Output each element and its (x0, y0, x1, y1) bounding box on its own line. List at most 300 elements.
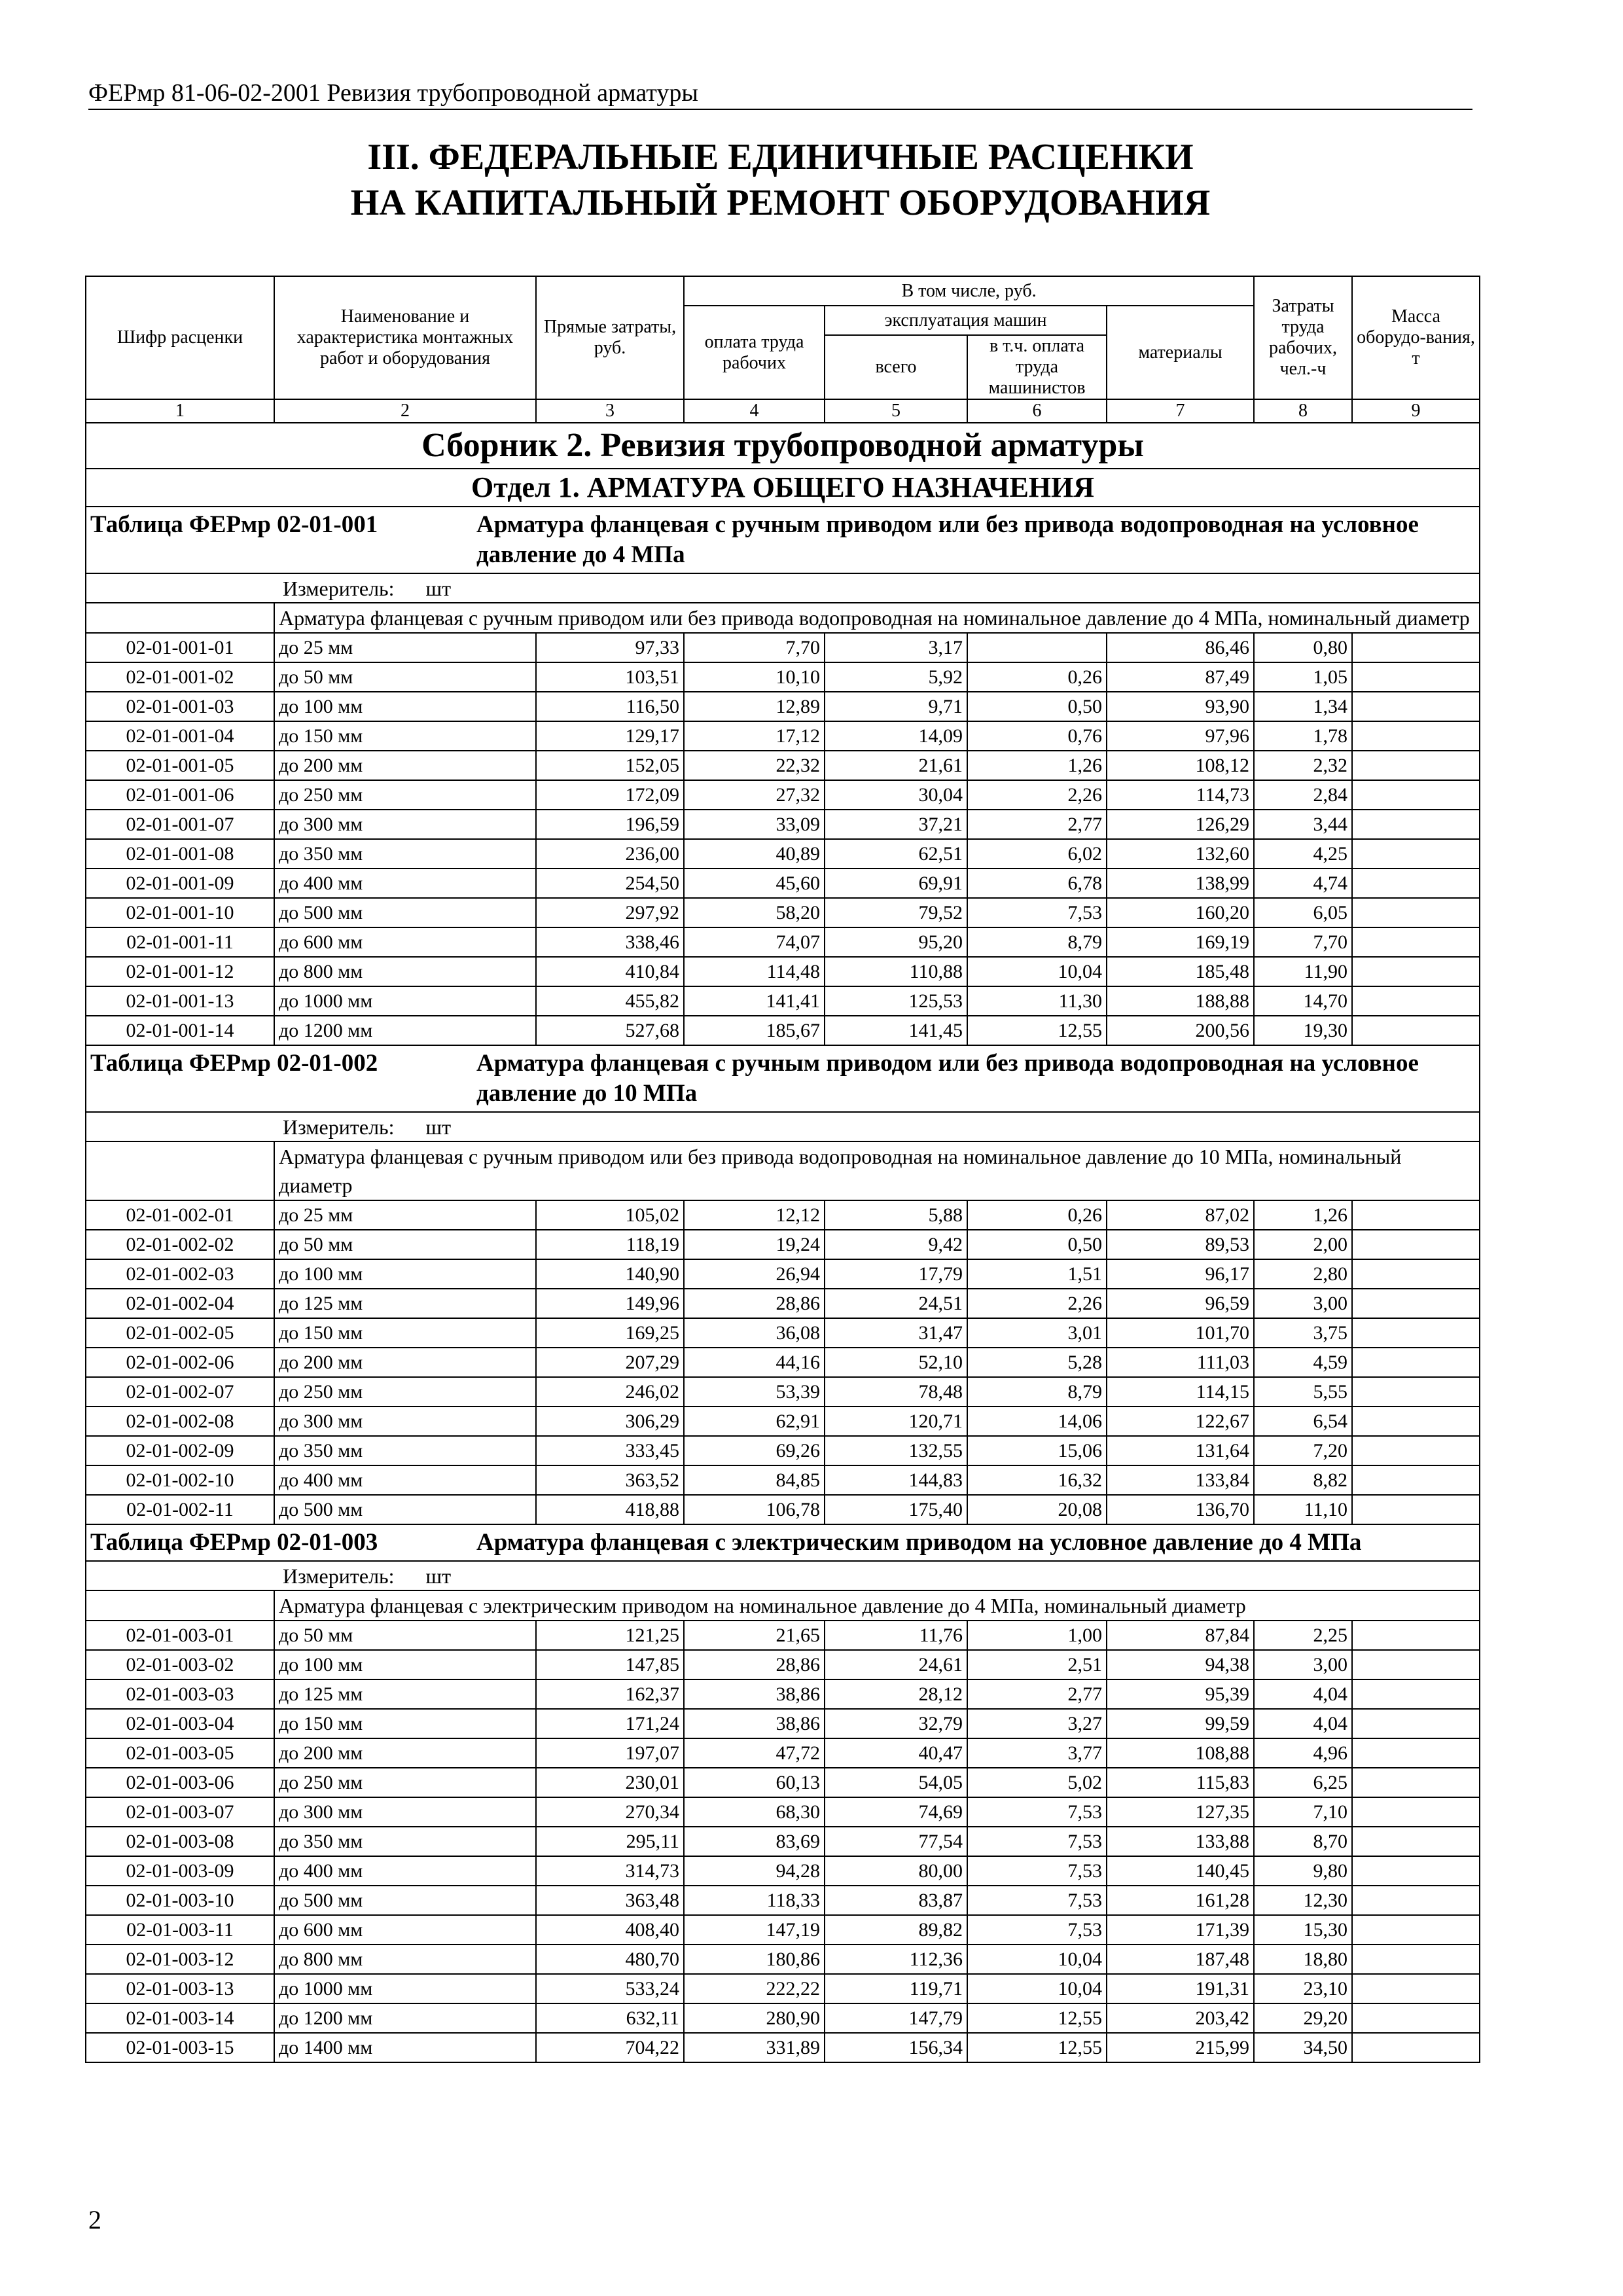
table-cell: 15,30 (1254, 1915, 1352, 1945)
col-materials-header: материалы (1107, 306, 1254, 399)
table-cell: 86,46 (1107, 633, 1254, 662)
table-cell: 129,17 (536, 721, 684, 751)
description-row (86, 603, 1480, 633)
table-cell: 02-01-001-11 (86, 927, 274, 957)
table-cell: 126,29 (1107, 810, 1254, 839)
rates-table (85, 276, 1480, 2063)
table-cell: 02-01-003-13 (86, 1974, 274, 2003)
table-cell (1352, 1827, 1480, 1856)
table-row (86, 1679, 1480, 1709)
column-number: 4 (684, 399, 825, 423)
table-cell: 19,30 (1254, 1016, 1352, 1045)
table-cell: 133,84 (1107, 1465, 1254, 1495)
table-name: Арматура фланцевая с ручным приводом или без привода водопроводная на условное давление до 10 МПа (476, 1050, 1419, 1107)
table-row (86, 1318, 1480, 1348)
table-cell: до 50 мм (274, 1621, 536, 1650)
table-cell (1352, 1621, 1480, 1650)
table-cell: 02-01-001-13 (86, 986, 274, 1016)
table-row (86, 1377, 1480, 1407)
table-cell: 02-01-002-10 (86, 1465, 274, 1495)
table-cell: до 100 мм (274, 692, 536, 721)
table-cell: 2,77 (967, 1679, 1107, 1709)
table-cell: 12,55 (967, 2033, 1107, 2062)
table-cell (1352, 1289, 1480, 1318)
table-cell: 74,07 (684, 927, 825, 957)
table-cell: 2,80 (1254, 1259, 1352, 1289)
table-cell: 02-01-001-03 (86, 692, 274, 721)
col-code-header: Шифр расценки (86, 276, 274, 399)
table-cell: 02-01-003-06 (86, 1768, 274, 1797)
table-row (86, 1495, 1480, 1524)
table-cell (967, 633, 1107, 662)
table-cell (1352, 1650, 1480, 1679)
table-cell: 26,94 (684, 1259, 825, 1289)
table-cell: 5,92 (825, 662, 967, 692)
table-cell: 87,84 (1107, 1621, 1254, 1650)
column-number: 9 (1352, 399, 1480, 423)
table-cell (1352, 633, 1480, 662)
table-cell: до 250 мм (274, 780, 536, 810)
table-cell: 188,88 (1107, 986, 1254, 1016)
table-cell: 147,85 (536, 1650, 684, 1679)
table-cell: 95,20 (825, 927, 967, 957)
table-cell: 106,78 (684, 1495, 825, 1524)
table-cell: 333,45 (536, 1436, 684, 1465)
table-cell (1352, 1856, 1480, 1886)
table-cell: 200,56 (1107, 1016, 1254, 1045)
table-cell (1352, 1230, 1480, 1259)
table-cell: 28,12 (825, 1679, 967, 1709)
table-description: Арматура фланцевая с ручным приводом или без привода водопроводная на номинальное давление до 4 МПа, номинальный диаметр (274, 603, 1480, 633)
table-cell: 02-01-003-03 (86, 1679, 274, 1709)
table-cell: 79,52 (825, 898, 967, 927)
table-cell: 44,16 (684, 1348, 825, 1377)
table-cell: 31,47 (825, 1318, 967, 1348)
column-number: 7 (1107, 399, 1254, 423)
table-cell: 161,28 (1107, 1886, 1254, 1915)
table-cell: 62,91 (684, 1407, 825, 1436)
blank-cell (86, 1590, 274, 1621)
table-cell: 704,22 (536, 2033, 684, 2062)
table-cell: 3,77 (967, 1738, 1107, 1768)
table-cell: 17,79 (825, 1259, 967, 1289)
table-cell: 295,11 (536, 1827, 684, 1856)
table-cell: 23,10 (1254, 1974, 1352, 2003)
table-cell: 338,46 (536, 927, 684, 957)
table-cell (1352, 810, 1480, 839)
table-cell: 37,21 (825, 810, 967, 839)
table-row (86, 810, 1480, 839)
table-row (86, 1856, 1480, 1886)
table-cell (1352, 2033, 1480, 2062)
table-cell: 533,24 (536, 1974, 684, 2003)
table-row (86, 1436, 1480, 1465)
table-cell: 1,34 (1254, 692, 1352, 721)
table-cell: 6,54 (1254, 1407, 1352, 1436)
table-row (86, 1827, 1480, 1856)
column-numbers-row (86, 399, 1480, 423)
table-cell: 11,76 (825, 1621, 967, 1650)
table-cell: 141,41 (684, 986, 825, 1016)
table-cell: 14,09 (825, 721, 967, 751)
table-cell: 14,70 (1254, 986, 1352, 1016)
table-cell: 12,12 (684, 1200, 825, 1230)
table-cell: 02-01-003-12 (86, 1945, 274, 1974)
table-cell: 5,02 (967, 1768, 1107, 1797)
table-cell (1352, 1377, 1480, 1407)
col-total-header: всего (825, 335, 967, 399)
table-row (86, 986, 1480, 1016)
table-row (86, 1259, 1480, 1289)
table-cell: 6,25 (1254, 1768, 1352, 1797)
table-cell (1352, 1016, 1480, 1045)
description-row (86, 1141, 1480, 1200)
table-cell: 103,51 (536, 662, 684, 692)
table-cell: 101,70 (1107, 1318, 1254, 1348)
table-cell: 38,86 (684, 1679, 825, 1709)
table-cell: 02-01-001-01 (86, 633, 274, 662)
table-title-row (86, 1524, 1480, 1561)
table-cell: 32,79 (825, 1709, 967, 1738)
table-title (86, 1524, 1480, 1561)
table-cell: 112,36 (825, 1945, 967, 1974)
table-cell (1352, 1465, 1480, 1495)
table-cell: до 500 мм (274, 1886, 536, 1915)
table-cell: 141,45 (825, 1016, 967, 1045)
table-cell: 162,37 (536, 1679, 684, 1709)
table-cell: до 500 мм (274, 1495, 536, 1524)
table-cell: 147,19 (684, 1915, 825, 1945)
table-cell: 1,26 (1254, 1200, 1352, 1230)
table-row (86, 898, 1480, 927)
table-cell: до 400 мм (274, 869, 536, 898)
table-cell: 97,33 (536, 633, 684, 662)
table-cell: 215,99 (1107, 2033, 1254, 2062)
table-title-row (86, 507, 1480, 573)
table-cell: 4,04 (1254, 1679, 1352, 1709)
table-cell: до 25 мм (274, 1200, 536, 1230)
table-cell: 1,26 (967, 751, 1107, 780)
table-label: Таблица ФЕРмр 02-01-001 (90, 511, 378, 538)
table-cell: 10,04 (967, 1945, 1107, 1974)
table-cell: 118,19 (536, 1230, 684, 1259)
meter-unit: шт (425, 576, 452, 600)
table-title (86, 1045, 1480, 1112)
table-cell: 175,40 (825, 1495, 967, 1524)
table-cell: 02-01-001-14 (86, 1016, 274, 1045)
table-cell: 363,52 (536, 1465, 684, 1495)
table-cell: 408,40 (536, 1915, 684, 1945)
table-cell: 7,53 (967, 1797, 1107, 1827)
table-cell: 02-01-002-01 (86, 1200, 274, 1230)
table-cell: 7,53 (967, 1827, 1107, 1856)
table-cell: до 500 мм (274, 898, 536, 927)
table-cell: 17,12 (684, 721, 825, 751)
col-mass-header: Масса оборудо-вания, т (1352, 276, 1480, 399)
table-cell: 12,89 (684, 692, 825, 721)
col-labor-header: Затраты труда рабочих, чел.-ч (1254, 276, 1352, 399)
table-cell: 9,80 (1254, 1856, 1352, 1886)
table-cell: 480,70 (536, 1945, 684, 1974)
table-cell: 114,48 (684, 957, 825, 986)
table-cell: 125,53 (825, 986, 967, 1016)
table-cell: 230,01 (536, 1768, 684, 1797)
table-cell (1352, 957, 1480, 986)
table-cell: 254,50 (536, 869, 684, 898)
table-cell: 527,68 (536, 1016, 684, 1045)
table-cell: 156,34 (825, 2033, 967, 2062)
table-cell (1352, 1407, 1480, 1436)
table-body (86, 423, 1480, 2062)
table-cell: 94,28 (684, 1856, 825, 1886)
table-cell: 89,82 (825, 1915, 967, 1945)
table-cell: 02-01-003-15 (86, 2033, 274, 2062)
table-row (86, 751, 1480, 780)
page-number: 2 (88, 2205, 101, 2234)
table-row (86, 633, 1480, 662)
table-cell: 27,32 (684, 780, 825, 810)
table-cell: до 400 мм (274, 1465, 536, 1495)
table-cell: 87,49 (1107, 662, 1254, 692)
table-cell: 9,42 (825, 1230, 967, 1259)
column-number: 8 (1254, 399, 1352, 423)
description-row (86, 1590, 1480, 1621)
table-cell: 69,91 (825, 869, 967, 898)
table-cell: 4,74 (1254, 869, 1352, 898)
table-cell: 83,69 (684, 1827, 825, 1856)
table-cell: 5,28 (967, 1348, 1107, 1377)
table-row (86, 1974, 1480, 2003)
table-row (86, 1465, 1480, 1495)
table-cell: 7,53 (967, 1886, 1107, 1915)
table-cell: 108,88 (1107, 1738, 1254, 1768)
table-cell: 10,04 (967, 1974, 1107, 2003)
table-cell: 20,08 (967, 1495, 1107, 1524)
table-row (86, 1709, 1480, 1738)
table-cell: 30,04 (825, 780, 967, 810)
table-row (86, 1407, 1480, 1436)
table-cell: 02-01-002-11 (86, 1495, 274, 1524)
table-cell: 0,50 (967, 1230, 1107, 1259)
table-cell: 280,90 (684, 2003, 825, 2033)
table-cell (1352, 839, 1480, 869)
meter-label: Измеритель: (283, 1115, 395, 1139)
table-cell: до 150 мм (274, 1318, 536, 1348)
table-cell: 2,25 (1254, 1621, 1352, 1650)
meter-label: Измеритель: (283, 576, 395, 600)
column-number: 1 (86, 399, 274, 423)
title-line-2: НА КАПИТАЛЬНЫЙ РЕМОНТ ОБОРУДОВАНИЯ (350, 183, 1211, 223)
meter-label: Измеритель: (283, 1564, 395, 1588)
table-cell: до 350 мм (274, 839, 536, 869)
column-number: 2 (274, 399, 536, 423)
table-cell: 02-01-003-02 (86, 1650, 274, 1679)
table-cell: 10,10 (684, 662, 825, 692)
table-cell: 306,29 (536, 1407, 684, 1436)
table-cell (1352, 1259, 1480, 1289)
meter-row (86, 1112, 1480, 1141)
table-cell (1352, 1709, 1480, 1738)
table-cell: 138,99 (1107, 869, 1254, 898)
table-title-row (86, 1045, 1480, 1112)
table-cell: 77,54 (825, 1827, 967, 1856)
table-cell: 33,09 (684, 810, 825, 839)
col-name-header: Наименование и характеристика монтажных работ и оборудования (274, 276, 536, 399)
table-cell: 02-01-003-14 (86, 2003, 274, 2033)
table-cell (1352, 2003, 1480, 2033)
table-row (86, 927, 1480, 957)
meter (86, 1561, 1480, 1590)
table-row (86, 721, 1480, 751)
table-cell: 185,48 (1107, 957, 1254, 986)
table-cell: 34,50 (1254, 2033, 1352, 2062)
table-cell: 3,75 (1254, 1318, 1352, 1348)
table-row (86, 1768, 1480, 1797)
table-cell: до 800 мм (274, 957, 536, 986)
table-row (86, 1348, 1480, 1377)
table-row (86, 2033, 1480, 2062)
table-cell: 133,88 (1107, 1827, 1254, 1856)
table-cell: 02-01-003-04 (86, 1709, 274, 1738)
table-cell: 185,67 (684, 1016, 825, 1045)
table-name: Арматура фланцевая с электрическим приводом на условное давление до 4 МПа (476, 1529, 1362, 1556)
table-cell (1352, 1495, 1480, 1524)
table-cell: 127,35 (1107, 1797, 1254, 1827)
table-name: Арматура фланцевая с ручным приводом или без привода водопроводная на условное давление до 4 МПа (476, 511, 1419, 568)
table-cell: 54,05 (825, 1768, 967, 1797)
table-cell: 2,84 (1254, 780, 1352, 810)
table-cell: 0,76 (967, 721, 1107, 751)
table-cell: 122,67 (1107, 1407, 1254, 1436)
column-number: 3 (536, 399, 684, 423)
table-cell: 191,31 (1107, 1974, 1254, 2003)
table-cell: 7,53 (967, 898, 1107, 927)
column-number: 6 (967, 399, 1107, 423)
col-machines-header: эксплуатация машин (825, 306, 1107, 335)
table-title (86, 507, 1480, 573)
table-cell: 02-01-002-06 (86, 1348, 274, 1377)
table-cell (1352, 1797, 1480, 1827)
table-cell: 53,39 (684, 1377, 825, 1407)
col-incl-header: В том числе, руб. (684, 276, 1254, 306)
table-cell: 28,86 (684, 1650, 825, 1679)
table-row (86, 869, 1480, 898)
table-cell: 24,51 (825, 1289, 967, 1318)
table-cell: 116,50 (536, 692, 684, 721)
table-row (86, 1915, 1480, 1945)
table-cell: до 400 мм (274, 1856, 536, 1886)
table-cell: 02-01-002-04 (86, 1289, 274, 1318)
table-description: Арматура фланцевая с ручным приводом или без привода водопроводная на номинальное давление до 10 МПа, номинальный диаметр (274, 1141, 1480, 1200)
table-cell: 140,45 (1107, 1856, 1254, 1886)
table-cell: 45,60 (684, 869, 825, 898)
table-cell: 160,20 (1107, 898, 1254, 927)
column-number: 5 (825, 399, 967, 423)
meter-unit: шт (425, 1115, 452, 1139)
table-cell: 6,78 (967, 869, 1107, 898)
table-cell: 171,24 (536, 1709, 684, 1738)
table-row (86, 1230, 1480, 1259)
table-cell: 02-01-001-12 (86, 957, 274, 986)
table-cell: 02-01-003-01 (86, 1621, 274, 1650)
table-label: Таблица ФЕРмр 02-01-003 (90, 1529, 378, 1556)
table-cell: до 350 мм (274, 1827, 536, 1856)
table-cell: 0,80 (1254, 633, 1352, 662)
table-cell: 02-01-003-10 (86, 1886, 274, 1915)
table-cell (1352, 1738, 1480, 1768)
table-cell: до 300 мм (274, 810, 536, 839)
table-cell: 02-01-001-04 (86, 721, 274, 751)
table-cell: 236,00 (536, 839, 684, 869)
table-cell: 99,59 (1107, 1709, 1254, 1738)
table-cell: 2,77 (967, 810, 1107, 839)
table-head (86, 276, 1480, 423)
table-cell: 24,61 (825, 1650, 967, 1679)
table-cell: 21,61 (825, 751, 967, 780)
table-row (86, 839, 1480, 869)
table-cell: 02-01-001-09 (86, 869, 274, 898)
col-direct-header: Прямые затраты, руб. (536, 276, 684, 399)
table-cell: 11,30 (967, 986, 1107, 1016)
table-cell: 11,90 (1254, 957, 1352, 986)
col-wages-header: оплата труда рабочих (684, 306, 825, 399)
table-cell: 1,78 (1254, 721, 1352, 751)
table-cell: 36,08 (684, 1318, 825, 1348)
table-cell (1352, 927, 1480, 957)
meter (86, 573, 1480, 603)
table-cell: 2,00 (1254, 1230, 1352, 1259)
table-cell: до 300 мм (274, 1407, 536, 1436)
table-cell: 3,27 (967, 1709, 1107, 1738)
table-cell: 147,79 (825, 2003, 967, 2033)
table-cell: до 150 мм (274, 721, 536, 751)
table-cell: 6,05 (1254, 898, 1352, 927)
table-cell: до 50 мм (274, 662, 536, 692)
table-cell: 197,07 (536, 1738, 684, 1768)
table-cell: 8,79 (967, 1377, 1107, 1407)
table-cell: 169,25 (536, 1318, 684, 1348)
table-row (86, 1886, 1480, 1915)
table-description: Арматура фланцевая с электрическим приводом на номинальное давление до 4 МПа, номинальный диаметр (274, 1590, 1480, 1621)
table-cell: 28,86 (684, 1289, 825, 1318)
table-cell: до 1400 мм (274, 2033, 536, 2062)
table-cell: до 200 мм (274, 751, 536, 780)
table-cell: 40,47 (825, 1738, 967, 1768)
table-cell: 187,48 (1107, 1945, 1254, 1974)
table-cell: 12,55 (967, 2003, 1107, 2033)
table-cell: 62,51 (825, 839, 967, 869)
table-cell: до 1000 мм (274, 986, 536, 1016)
table-cell (1352, 692, 1480, 721)
table-cell: 203,42 (1107, 2003, 1254, 2033)
running-header: ФЕРмр 81-06-02-2001 Ревизия трубопроводной арматуры (88, 77, 1472, 110)
table-cell: 22,32 (684, 751, 825, 780)
table-cell: 110,88 (825, 957, 967, 986)
table-cell: 1,05 (1254, 662, 1352, 692)
table-cell: 3,00 (1254, 1650, 1352, 1679)
table-cell: 87,02 (1107, 1200, 1254, 1230)
table-cell: 02-01-002-09 (86, 1436, 274, 1465)
table-cell: 02-01-002-08 (86, 1407, 274, 1436)
table-cell: 9,71 (825, 692, 967, 721)
table-cell: 7,10 (1254, 1797, 1352, 1827)
table-cell: 93,90 (1107, 692, 1254, 721)
table-row (86, 692, 1480, 721)
table-cell: 02-01-001-02 (86, 662, 274, 692)
table-cell: 83,87 (825, 1886, 967, 1915)
table-cell: 222,22 (684, 1974, 825, 2003)
table-cell: 47,72 (684, 1738, 825, 1768)
